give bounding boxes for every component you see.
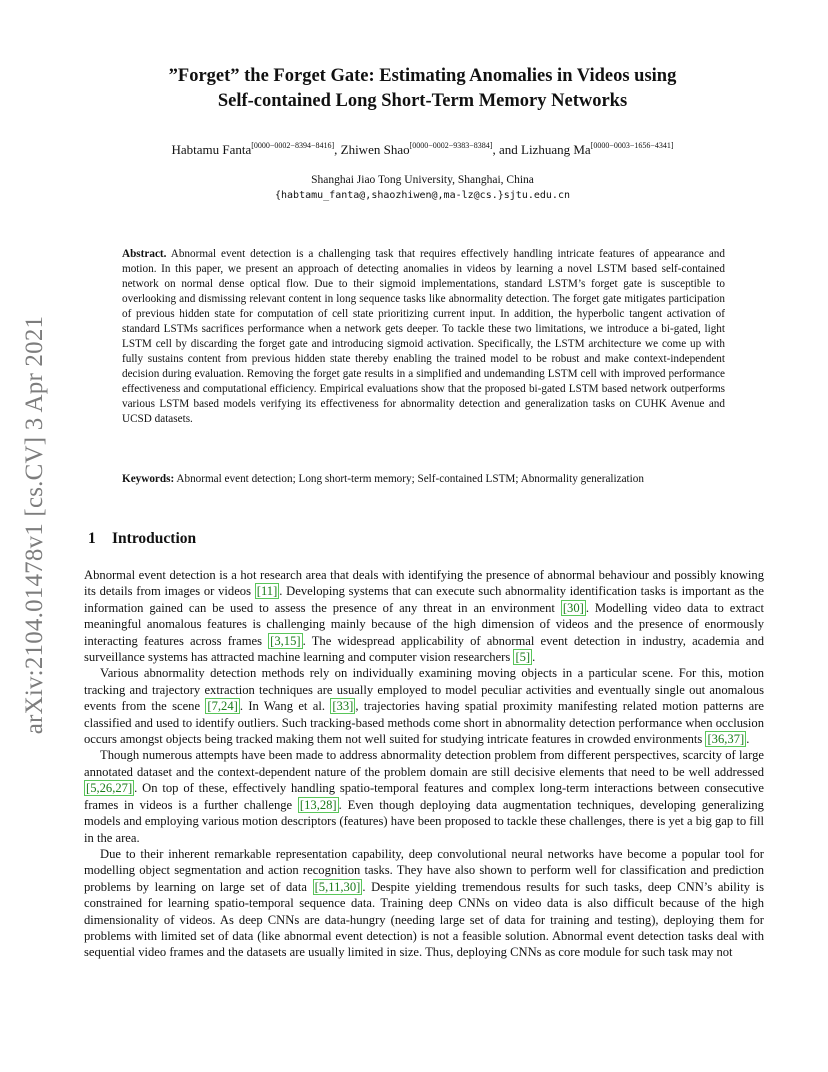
citation-link[interactable]: [30] [562,600,584,615]
keywords-text: Abnormal event detection; Long short-term memory; Self-contained LSTM; Abnormality generalization [176,473,644,485]
citation-link[interactable]: [5] [515,650,531,665]
paragraph-text: . On top of these, effectively handling spatio-temporal features and complex long-term interactions between consecutive frames in videos is a further challenge [84,781,764,812]
paragraph-text: . Even though deploying data augmentation techniques, developing generalizing models and employing various motion descriptors (features) have been proposed to tackle these challenges, there is yet a big gap to fill in the area. [84,797,764,845]
citation-link[interactable]: [33] [332,699,354,714]
paragraph-text: . Modelling video data to extract meaningful anomalous features is challenging mainly because of the high dimension of videos and the presence of enormously interacting features across frames [84,600,764,648]
citation-link[interactable]: [5,11,30] [314,879,361,894]
paragraph-text: . Developing systems that can execute such abnormality identification tasks is important as the information gained can be used to assess the presence of any threat in an environment [84,584,765,615]
author-orcid[interactable]: [0000−0002−8394−8416] [251,141,335,150]
keywords-label: Keywords: [122,473,175,485]
citation-link[interactable]: [11] [256,584,278,599]
paragraph-text: Though numerous attempts have been made to address abnormality detection problem from different perspectives, scarcity of large annotated dataset and the context-dependent nature of the problem domain are still decisive elements that need to be well addressed [84,748,764,779]
citation-link[interactable]: [3,15] [270,633,301,648]
paper-title [90,64,755,114]
abstract-text: Abnormal event detection is a challenging task that requires effectively handling intricate features of appearance and motion. In this paper, we present an approach of detecting anomalies in videos by learning a novel LSTM based self-contained network on normal dense optical flow. Due to their sigmoid implementations, standard LSTM’s forget gate is susceptible to overlooking and dismissing relevant content in long sequence tasks like abnormality detection. The forget gate mitigates participation of previous hidden state for computation of cell state prioritizing current input. In addition, the hyperbolic tangent activation of standard LSTMs sacrifices performance when a network gets deeper. To tackle these two limitations, we introduce a bi-gated, light LSTM cell by discarding the forget gate and introducing sigmoid activation. Specifically, the LSTM architecture we come up with fully sustains content from previous hidden state thereby enabling the trained model to be robust and make context-independent decision during evaluation. Removing the forget gate results in a simplified and undemanding LSTM cell with improved performance effectiveness and computational efficiency. Empirical evaluations show that the proposed bi-gated LSTM based network outperforms various LSTM based models verifying its effectiveness for abnormality detection and generalization tasks on CUHK Avenue and UCSD datasets. [122,248,725,425]
paragraph-text: Abnormal event detection is a hot research area that deals with identifying the presence of abnormal behaviour and possibly knowing its details from images or videos [84,568,764,599]
arxiv-identifier-text: arXiv:2104.01478v1 [cs.CV] 3 Apr 2021 [21,315,48,735]
citation-link[interactable]: [5,26,27] [86,781,133,796]
section-number: 1 [88,530,96,547]
paragraph-text: , trajectories having spatial proximity manifesting related motion patterns are classified and used to identify outliers. Such tracking-based methods come short in abnormality detection performance when occlusion occurs amongst objects being tracked making them not well suited for studying intricate features in crowded environments [84,699,764,747]
abstract [122,247,725,427]
citation-link[interactable]: [36,37] [707,732,745,747]
affiliation-block [90,173,755,203]
citation-link[interactable]: [7,24] [207,699,238,714]
author-orcid[interactable]: [0000−0003−1656−4341] [590,141,674,150]
citation-link[interactable]: [13,28] [299,797,337,812]
affiliation: Shanghai Jiao Tong University, Shanghai, China [311,174,534,186]
introduction-body [84,567,764,961]
intro-paragraph [84,567,764,665]
author-separator: , and [492,142,521,157]
title-line-2: Self-contained Long Short-Term Memory Networks [217,91,628,111]
abstract-label: Abstract. [122,248,167,260]
paragraph-text: . [532,650,536,665]
paragraph-text: . The widespread applicability of abnormal event detection in industry, academia and surveillance systems has attracted machine learning and computer vision researchers [84,633,764,665]
paragraph-text: . In Wang et al. [239,699,331,714]
intro-paragraph [84,747,764,845]
title-line-1: ”Forget” the Forget Gate: Estimating Anomalies in Videos using [168,66,677,86]
intro-paragraph [84,846,764,961]
author-name: Habtamu Fanta [171,142,252,157]
author-list [90,141,755,158]
section-heading-introduction [88,530,196,548]
author-name: Lizhuang Ma [521,142,591,157]
paragraph-text: Due to their inherent remarkable representation capability, deep convolutional neural networks have become a popular tool for modelling object segmentation and action recognition tasks. They have also shown to perform well for classification and prediction problems by learning on large set of data [84,846,764,894]
author-name: Zhiwen Shao [340,142,410,157]
keywords [122,472,725,487]
author-separator: , [334,142,341,157]
paragraph-text: . [746,732,750,747]
author-orcid[interactable]: [0000−0002−9383−8384] [409,141,493,150]
paragraph-text: . Despite yielding tremendous results for such tasks, deep CNN’s ability is constrained for learning spatio-temporal sequence data. Training deep CNNs on video data is also difficult because of the high dimensionality of videos. As deep CNNs are data-hungry (needing large set of data for training and testing), deploying them for problems with limited set of data (like abnormal event detection) is not a feasible solution. Abnormal event detection tasks deal with sequential video frames and the datasets are usually limited in size. Thus, deploying CNNs as core module for such task may not [84,879,765,960]
section-title: Introduction [112,530,197,547]
arxiv-side-identifier [22,290,48,760]
author-emails: {habtamu_fanta@,shaozhiwen@,ma-lz@cs.}sjtu.edu.cn [274,190,570,201]
intro-paragraph [84,665,764,747]
paragraph-text: Various abnormality detection methods rely on individually examining moving objects in a particular scene. For this, motion tracking and trajectory extraction techniques are usually employed to model peculiar activities and eventually single out anomalous events from the scene [84,666,764,714]
